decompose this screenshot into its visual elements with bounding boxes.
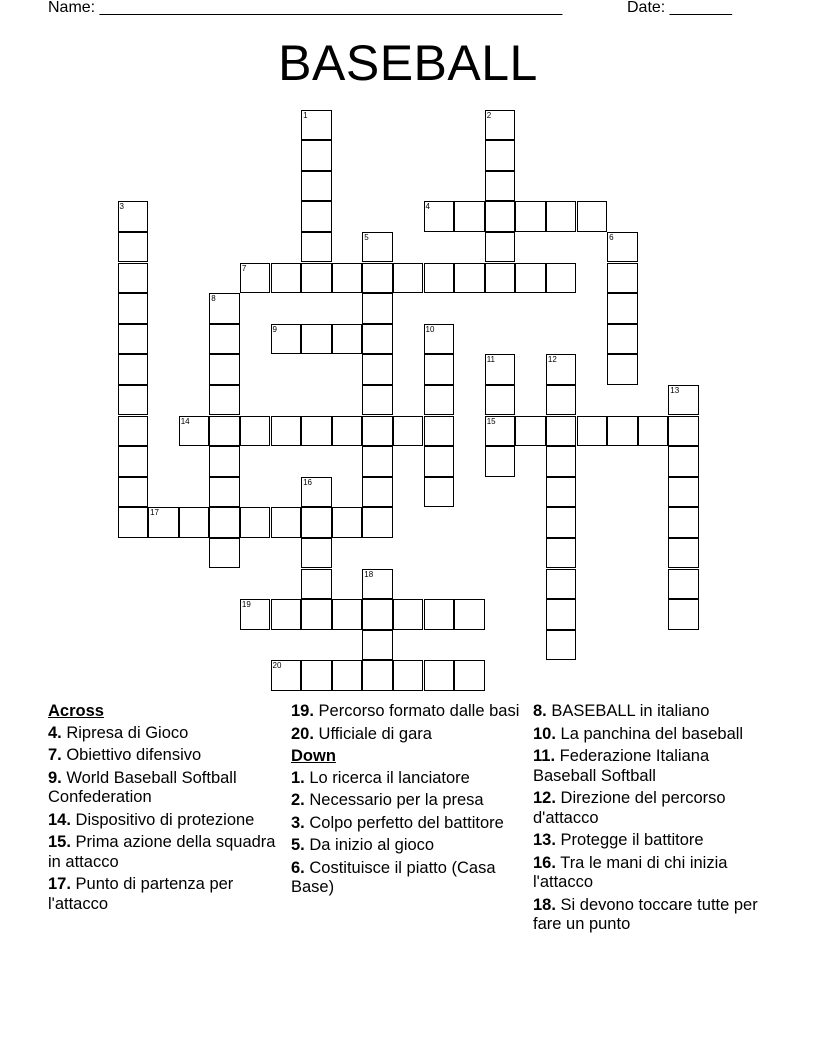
grid-cell[interactable]: [546, 538, 577, 569]
grid-cell[interactable]: [393, 599, 424, 630]
grid-cell[interactable]: [301, 599, 332, 630]
grid-cell[interactable]: [607, 354, 638, 385]
grid-cell[interactable]: [607, 324, 638, 355]
clue-number: 12: [547, 355, 557, 365]
grid-cell[interactable]: [668, 507, 699, 538]
clue-column-2: [291, 702, 521, 901]
grid-cell[interactable]: [424, 385, 455, 416]
grid-cell[interactable]: [362, 263, 393, 294]
clue-across-4: 4. Ripresa di Gioco: [48, 723, 189, 742]
grid-cell[interactable]: [485, 171, 516, 202]
grid-cell[interactable]: [362, 324, 393, 355]
grid-cell[interactable]: [393, 660, 424, 691]
grid-cell[interactable]: [485, 446, 516, 477]
grid-cell[interactable]: [546, 446, 577, 477]
grid-cell[interactable]: [301, 324, 332, 355]
grid-cell[interactable]: [332, 416, 363, 447]
grid-cell[interactable]: [362, 446, 393, 477]
grid-cell[interactable]: [668, 416, 699, 447]
grid-cell[interactable]: [546, 507, 577, 538]
grid-cell[interactable]: [362, 416, 393, 447]
grid-cell[interactable]: [301, 140, 332, 171]
clue-across-19: 19. Percorso formato dalle basi: [291, 702, 520, 720]
clue-number: 4: [425, 202, 430, 212]
grid-cell[interactable]: [118, 477, 149, 508]
grid-cell[interactable]: [668, 599, 699, 630]
clue-across-9: 9. World Baseball Softball Confederation: [48, 768, 237, 806]
grid-cell[interactable]: [271, 599, 302, 630]
date-field: Date: _______: [627, 0, 732, 16]
grid-cell[interactable]: [393, 263, 424, 294]
grid-cell[interactable]: [362, 477, 393, 508]
grid-cell[interactable]: [118, 507, 149, 538]
grid-cell[interactable]: [454, 263, 485, 294]
clue-column-1: [48, 702, 278, 917]
grid-cell[interactable]: [332, 324, 363, 355]
clue-across-7: 7. Obiettivo difensivo: [48, 746, 202, 764]
clue-number: 10: [425, 324, 435, 334]
grid-cell[interactable]: [301, 507, 332, 538]
grid-cell[interactable]: [485, 201, 516, 232]
grid-cell[interactable]: [515, 201, 546, 232]
grid-cell[interactable]: [424, 599, 455, 630]
clue-column-3: [533, 702, 763, 938]
clue-down-12: 12. Direzione del percorso d'attacco: [533, 789, 726, 827]
grid-cell[interactable]: [209, 477, 240, 508]
grid-cell[interactable]: [362, 354, 393, 385]
grid-cell[interactable]: [118, 416, 149, 447]
grid-cell[interactable]: [209, 446, 240, 477]
grid-cell[interactable]: [424, 660, 455, 691]
grid-cell[interactable]: [118, 324, 149, 355]
grid-cell[interactable]: [332, 507, 363, 538]
clue-across-14: 14. Dispositivo di protezione: [48, 810, 255, 829]
grid-cell[interactable]: [485, 263, 516, 294]
grid-cell[interactable]: [271, 416, 302, 447]
grid-cell[interactable]: [301, 201, 332, 232]
grid-cell[interactable]: [240, 507, 271, 538]
grid-cell[interactable]: [301, 538, 332, 569]
clue-down-11: 11. Federazione Italiana Baseball Softball: [533, 747, 710, 785]
grid-cell[interactable]: [668, 446, 699, 477]
grid-cell[interactable]: [209, 416, 240, 447]
grid-cell[interactable]: [546, 416, 577, 447]
clue-across-17: 17. Punto di partenza per l'attacco: [48, 875, 234, 913]
clue-number: 17: [150, 508, 159, 518]
grid-cell[interactable]: [362, 507, 393, 538]
grid-cell[interactable]: [546, 201, 577, 232]
grid-cell[interactable]: [209, 385, 240, 416]
clue-down-16: 16. Tra le mani di chi inizia l'attacco: [533, 853, 728, 891]
grid-cell[interactable]: [515, 416, 546, 447]
grid-cell[interactable]: [668, 538, 699, 569]
grid-cell[interactable]: [515, 263, 546, 294]
grid-cell[interactable]: [424, 446, 455, 477]
grid-cell[interactable]: [638, 416, 669, 447]
page-title: BASEBALL: [278, 35, 538, 91]
down-heading: Down: [291, 747, 336, 765]
clue-number: 11: [486, 355, 495, 365]
grid-cell[interactable]: [301, 569, 332, 600]
clue-down-2: 2. Necessario per la presa: [291, 791, 484, 809]
grid-cell[interactable]: [362, 599, 393, 630]
grid-cell[interactable]: [301, 263, 332, 294]
grid-cell[interactable]: [485, 385, 516, 416]
grid-cell[interactable]: [546, 569, 577, 600]
clue-down-6: 6. Costituisce il piatto (Casa Base): [291, 858, 496, 896]
grid-cell[interactable]: [118, 385, 149, 416]
name-field: Name: ____________________________________________________: [48, 0, 563, 16]
grid-cell[interactable]: [546, 477, 577, 508]
grid-cell[interactable]: [362, 293, 393, 324]
grid-cell[interactable]: [301, 416, 332, 447]
clue-down-18: 18. Si devono toccare tutte per fare un punto: [533, 895, 758, 933]
clue-number: 18: [364, 569, 374, 579]
clue-number: 5: [364, 232, 369, 242]
grid-cell[interactable]: [546, 263, 577, 294]
grid-cell[interactable]: [209, 354, 240, 385]
grid-cell[interactable]: [454, 599, 485, 630]
clue-number: 13: [670, 385, 680, 395]
grid-cell[interactable]: [607, 263, 638, 294]
clue-number: 9: [272, 324, 277, 334]
grid-cell[interactable]: [424, 263, 455, 294]
grid-cell[interactable]: [332, 263, 363, 294]
clue-number: 16: [303, 477, 312, 487]
grid-cell[interactable]: [271, 263, 302, 294]
grid-cell[interactable]: [424, 416, 455, 447]
grid-cell[interactable]: [546, 385, 577, 416]
grid-cell[interactable]: [668, 477, 699, 508]
clue-number: 6: [609, 232, 614, 242]
across-heading: Across: [48, 702, 104, 720]
grid-cell[interactable]: [546, 630, 577, 661]
grid-cell[interactable]: [209, 538, 240, 569]
grid-cell[interactable]: [577, 416, 608, 447]
grid-cell[interactable]: [332, 599, 363, 630]
clue-down-5: 5. Da inizio al gioco: [291, 836, 435, 854]
grid-cell[interactable]: [362, 630, 393, 661]
clue-number: 3: [119, 202, 124, 212]
grid-cell[interactable]: [454, 201, 485, 232]
grid-cell[interactable]: [332, 660, 363, 691]
clue-across-20: 20. Ufficiale di gara: [291, 724, 432, 743]
grid-cell[interactable]: [301, 171, 332, 202]
grid-cell[interactable]: [301, 660, 332, 691]
grid-cell[interactable]: [209, 324, 240, 355]
clue-number: 14: [180, 416, 190, 426]
grid-cell[interactable]: [179, 507, 210, 538]
grid-cell[interactable]: [424, 477, 455, 508]
clue-number: 1: [303, 110, 308, 120]
grid-cell[interactable]: [424, 354, 455, 385]
clue-down-10: 10. La panchina del baseball: [533, 724, 744, 743]
clue-down-3: 3. Colpo perfetto del battitore: [291, 813, 504, 832]
clue-number: 20: [272, 661, 282, 671]
clue-number: 7: [241, 263, 247, 273]
grid-cell[interactable]: [301, 232, 332, 263]
grid-cell[interactable]: [118, 263, 149, 294]
grid-cell[interactable]: [118, 232, 149, 263]
grid-cell[interactable]: [577, 201, 608, 232]
clue-down-13: 13. Protegge il battitore: [533, 831, 704, 849]
clue-down-1: 1. Lo ricerca il lanciatore: [291, 768, 470, 787]
clue-across-15: 15. Prima azione della squadra in attacco: [48, 833, 276, 871]
clue-number: 8: [211, 294, 216, 304]
clue-number: 15: [486, 416, 496, 426]
grid-cell[interactable]: [485, 140, 516, 171]
grid-cell[interactable]: [607, 293, 638, 324]
clue-number: 2: [486, 110, 492, 120]
grid-cell[interactable]: [209, 507, 240, 538]
grid-cell[interactable]: [393, 416, 424, 447]
clue-number: 19: [241, 600, 251, 610]
clue-down-8: 8. BASEBALL in italiano: [533, 702, 710, 720]
grid-cell[interactable]: [240, 416, 271, 447]
grid-cell[interactable]: [454, 660, 485, 691]
grid-cell[interactable]: [485, 232, 516, 263]
grid-cell[interactable]: [607, 416, 638, 447]
grid-cell[interactable]: [362, 385, 393, 416]
grid-cell[interactable]: [118, 354, 149, 385]
grid-cell[interactable]: [668, 569, 699, 600]
grid-cell[interactable]: [118, 446, 149, 477]
grid-cell[interactable]: [118, 293, 149, 324]
grid-cell[interactable]: [362, 660, 393, 691]
grid-cell[interactable]: [546, 599, 577, 630]
grid-cell[interactable]: [271, 507, 302, 538]
